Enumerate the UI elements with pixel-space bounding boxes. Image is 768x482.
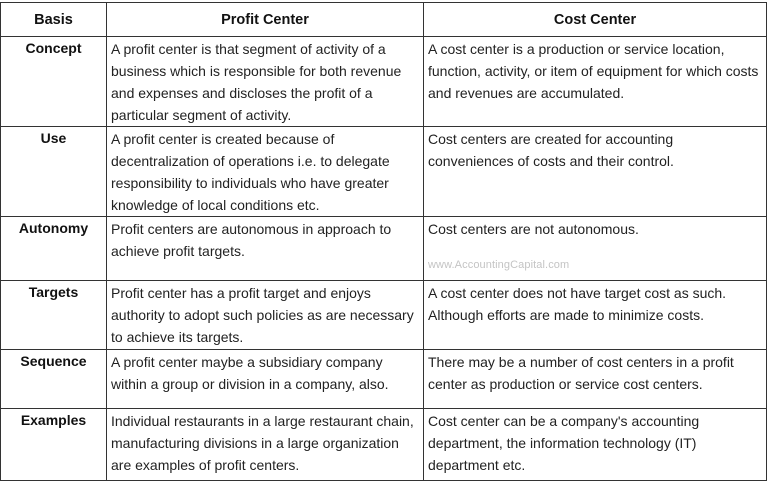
table-row [1, 37, 767, 127]
profit-center-text: A profit center is created because of decentralization of operations i.e. to delegate responsibility to individuals who have greater knowledge of local conditions etc. [111, 131, 390, 213]
table-row [1, 281, 767, 350]
table-row [1, 409, 767, 481]
profit-center-cell [107, 409, 424, 481]
cost-center-cell [424, 350, 767, 409]
cost-center-text: A cost center is a production or service location, function, activity, or item of equipment for which costs and revenues are accumulated. [428, 41, 759, 101]
profit-center-cell [107, 127, 424, 217]
comparison-table [0, 2, 767, 481]
table-row [1, 127, 767, 217]
profit-center-text: A profit center maybe a subsidiary company within a group or division in a company, also. [111, 354, 389, 392]
profit-center-cell [107, 350, 424, 409]
profit-center-text: Individual restaurants in a large restaurant chain, manufacturing divisions in a large organization are examples of profit centers. [111, 413, 414, 473]
basis-cell: Targets [1, 281, 107, 350]
cost-center-text: A cost center does not have target cost as such. Although efforts are made to minimize costs. [428, 285, 727, 323]
cost-center-text: Cost center can be a company's accounting department, the information technology (IT) department etc. [428, 413, 700, 473]
basis-cell: Autonomy [1, 217, 107, 281]
table-row [1, 217, 767, 281]
cost-center-text: There may be a number of cost centers in a profit center as production or service cost centers. [428, 354, 734, 392]
header-row [1, 3, 767, 37]
cost-center-cell [424, 281, 767, 350]
profit-center-text: A profit center is that segment of activity of a business which is responsible for both revenue and expenses and discloses the profit of a particular segment of activity. [111, 41, 402, 123]
basis-cell: Use [1, 127, 107, 217]
header-cost-center: Cost Center [424, 3, 767, 37]
profit-center-cell [107, 217, 424, 281]
header-profit-center: Profit Center [107, 3, 424, 37]
table-row [1, 350, 767, 409]
profit-center-cell [107, 37, 424, 127]
cost-center-cell [424, 37, 767, 127]
watermark-text: www.AccountingCapital.com [428, 259, 570, 271]
basis-cell: Sequence [1, 350, 107, 409]
cost-center-text: Cost centers are created for accounting conveniences of costs and their control. [428, 131, 674, 169]
profit-center-cell [107, 281, 424, 350]
basis-cell: Concept [1, 37, 107, 127]
cost-center-text: Cost centers are not autonomous. [428, 221, 639, 237]
profit-center-text: Profit centers are autonomous in approach to achieve profit targets. [111, 221, 392, 259]
cost-center-cell [424, 409, 767, 481]
profit-center-text: Profit center has a profit target and enjoys authority to adopt such policies as are necessary to achieve its targets. [111, 285, 414, 345]
basis-cell: Examples [1, 409, 107, 481]
cost-center-cell [424, 127, 767, 217]
header-basis: Basis [1, 3, 107, 37]
